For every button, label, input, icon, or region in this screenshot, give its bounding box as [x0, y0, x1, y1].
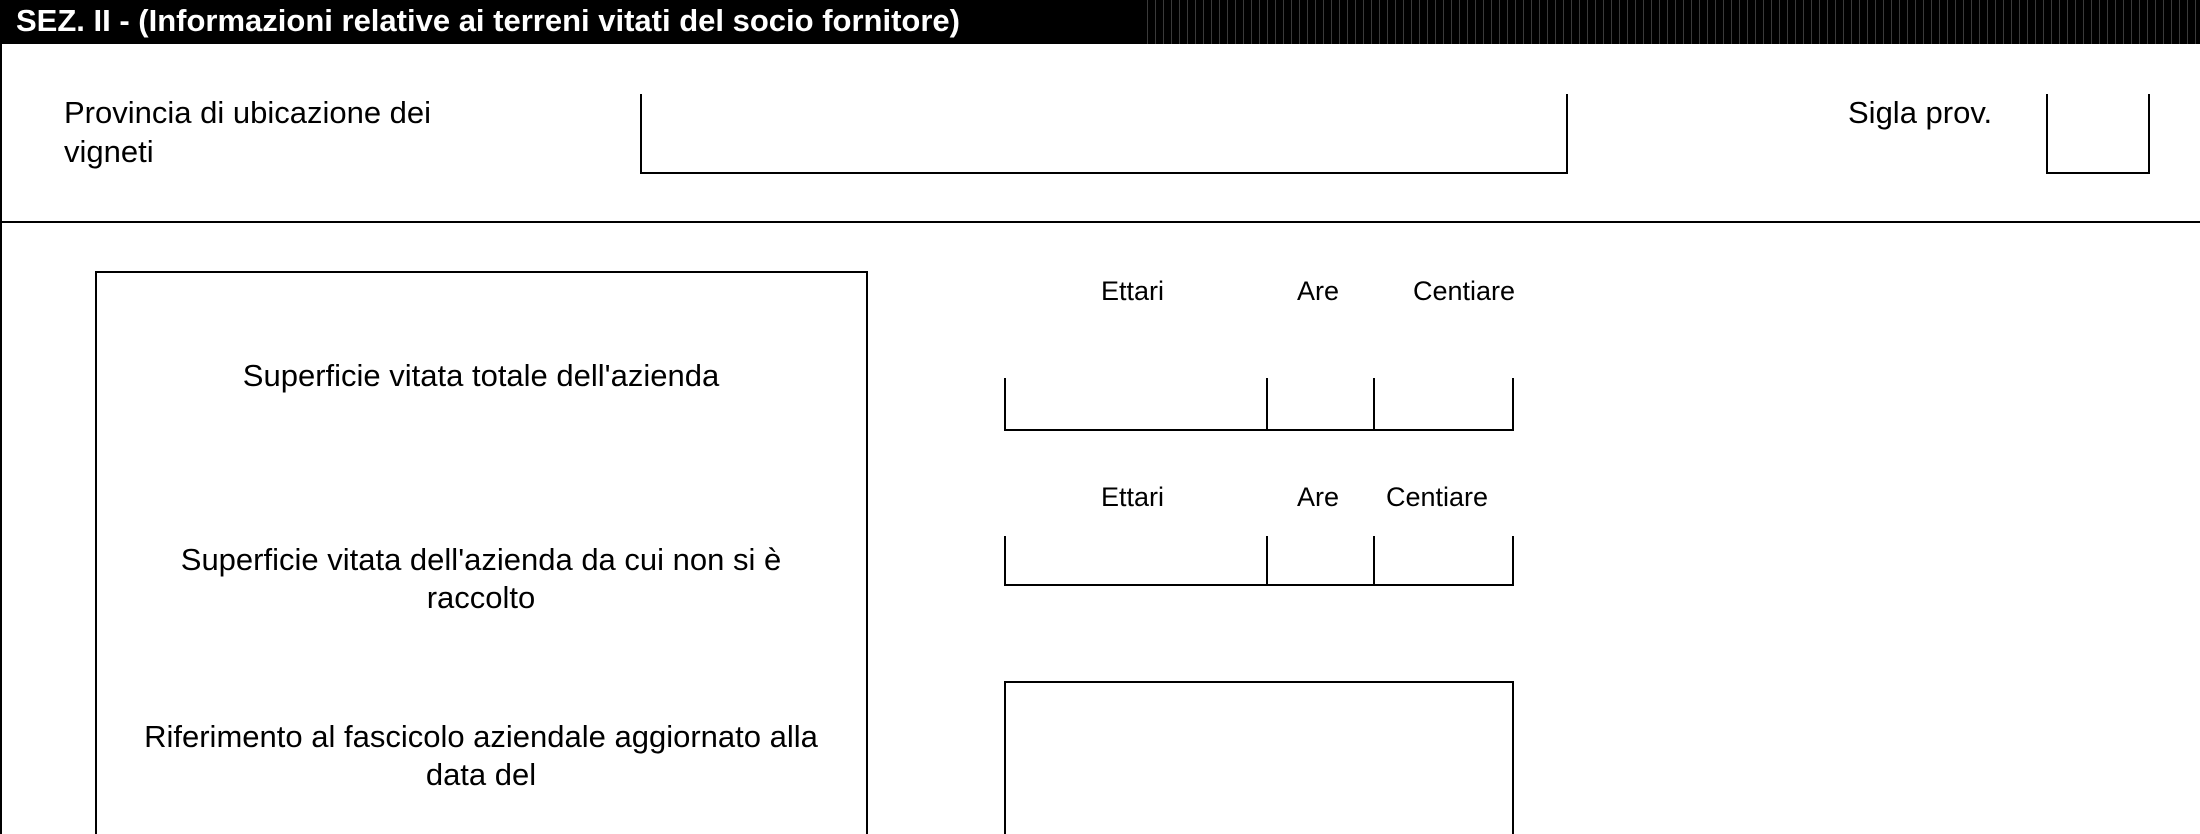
section-title: SEZ. II - (Informazioni relative ai terreni vitati del socio fornitore)	[16, 3, 960, 38]
superficie-non-raccolto-label: Superficie vitata dell'azienda da cui non si è raccolto	[180, 542, 782, 615]
totale-are-input[interactable]	[1266, 378, 1375, 431]
sigla-prov-input[interactable]	[2046, 94, 2150, 174]
totale-ettari-input[interactable]	[1004, 378, 1269, 431]
non-raccolto-ettari-heading: Ettari	[1101, 482, 1165, 512]
non-raccolto-are-input[interactable]	[1266, 536, 1375, 586]
section-header-bar	[0, 0, 2200, 44]
non-raccolto-centiare-input[interactable]	[1373, 536, 1514, 586]
provincia-input[interactable]	[640, 94, 1568, 174]
non-raccolto-are-heading: Are	[1297, 482, 1340, 512]
header-stripes	[1140, 0, 2200, 44]
totale-ettari-heading: Ettari	[1101, 276, 1165, 306]
sigla-prov-label: Sigla prov.	[1848, 95, 1993, 130]
fascicolo-label: Riferimento al fascicolo aziendale aggiornato alla data del	[144, 719, 818, 792]
totale-centiare-input[interactable]	[1373, 378, 1514, 431]
superficie-totale-label: Superficie vitata totale dell'azienda	[242, 358, 720, 393]
non-raccolto-ettari-input[interactable]	[1004, 536, 1269, 586]
totale-centiare-heading: Centiare	[1413, 276, 1516, 306]
section-divider	[0, 221, 2200, 223]
provincia-label: Provincia di ubicazione dei vigneti	[64, 95, 432, 169]
frame-left-line	[0, 44, 2, 834]
totale-are-heading: Are	[1297, 276, 1340, 306]
fascicolo-date-input[interactable]	[1004, 681, 1514, 834]
non-raccolto-centiare-heading: Centiare	[1386, 482, 1489, 512]
